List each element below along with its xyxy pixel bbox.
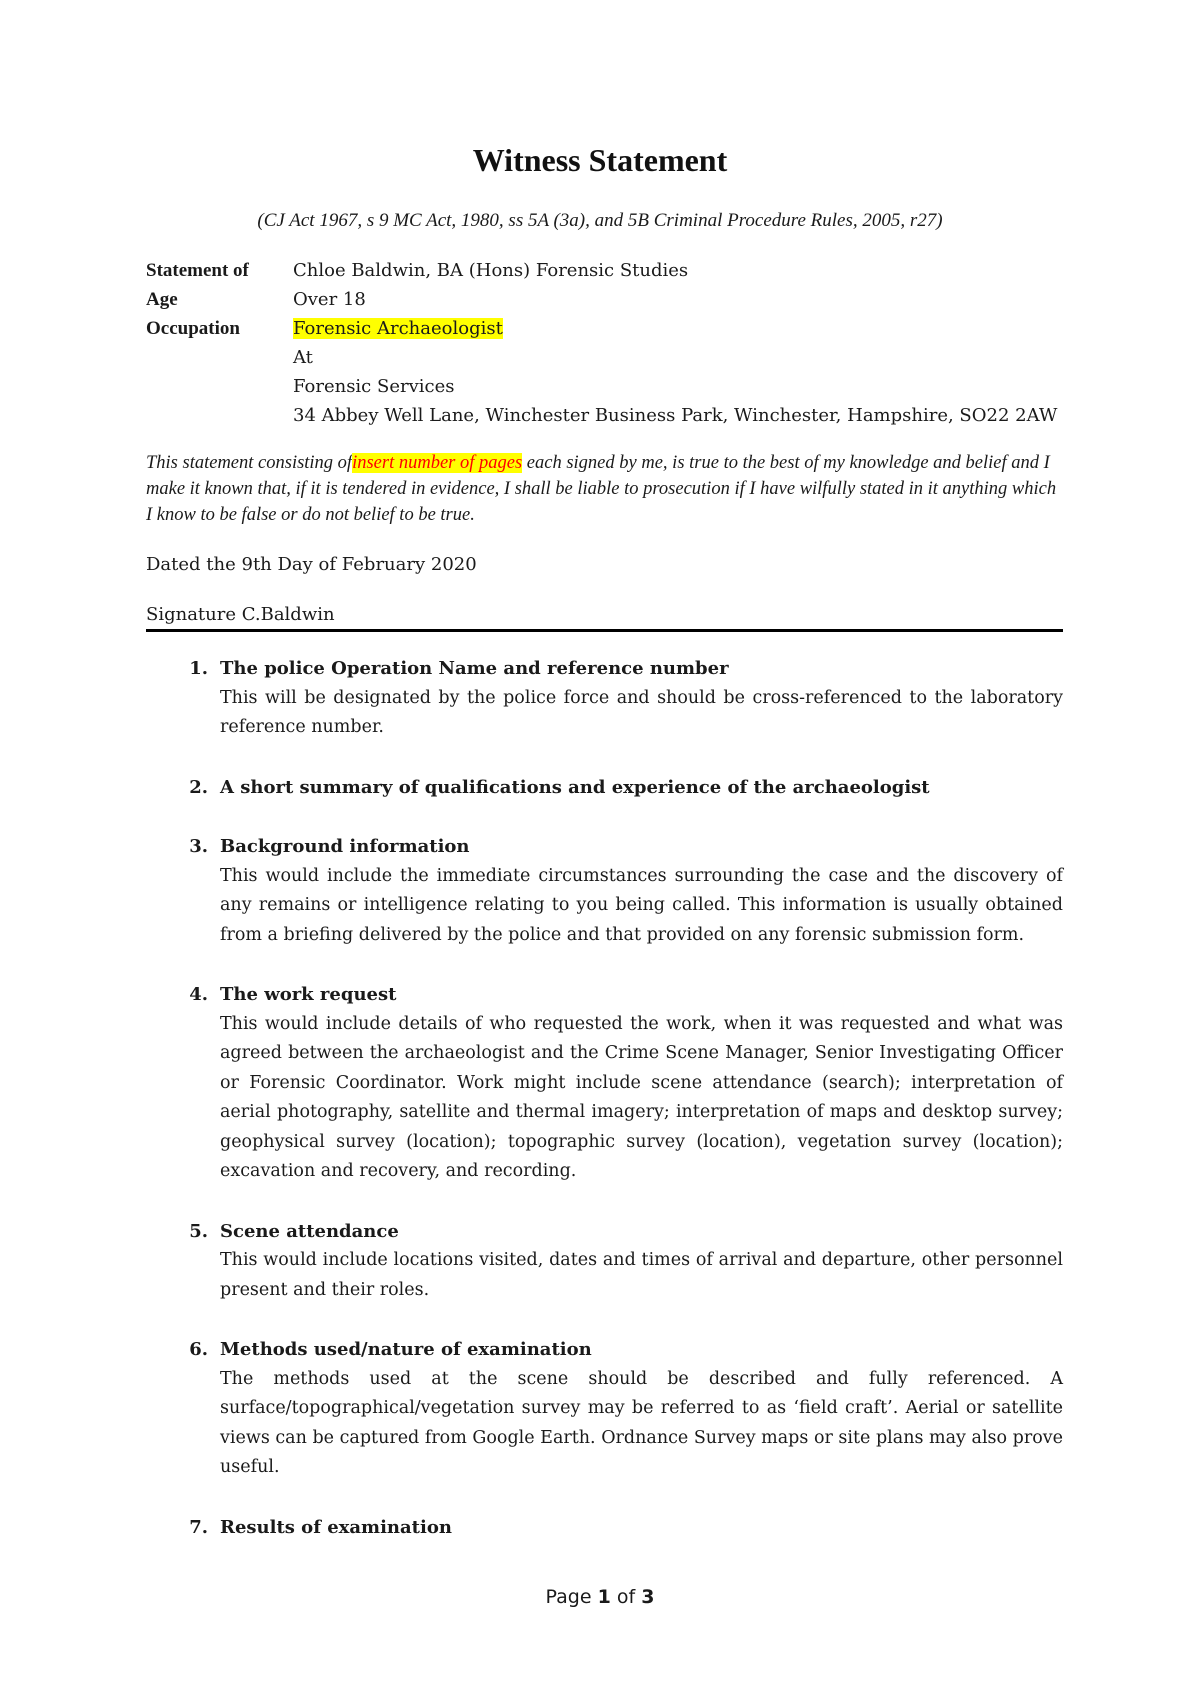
section-item bbox=[146, 654, 1063, 743]
occupation-label: Occupation bbox=[146, 318, 240, 339]
occupation-row bbox=[146, 314, 1057, 343]
page-word: Page bbox=[545, 1586, 592, 1608]
section-text: This would include the immediate circumstances surrounding the case and the discovery of any remains or intelligence relating to you being called. This information is usually obtained from a briefing delivered by the police and that provided on any forensic submission form. bbox=[220, 865, 1063, 945]
section-number: 2. bbox=[189, 776, 208, 798]
declaration-paragraph bbox=[146, 450, 1066, 528]
section-text: This will be designated by the police force and should be cross-referenced to the laboratory reference number. bbox=[220, 687, 1063, 737]
signature-line: Signature C.Baldwin bbox=[146, 604, 335, 625]
section-heading: Results of examination bbox=[220, 1516, 452, 1538]
page-total: 3 bbox=[641, 1586, 655, 1608]
section-item bbox=[146, 1217, 1063, 1306]
address-row bbox=[146, 401, 1057, 430]
section-text: This would include details of who requested the work, when it was requested and what was agreed between the archaeologist and the Crime Scene Manager, Senior Investigating Officer or Forensic Coordinator. Work might include scene attendance (search); interpretation of aerial photography, satellite and thermal imagery; interpretation of maps and desktop survey; geophysical survey (location); topographic survey (location), vegetation survey (location); excavation and recovery, and recording. bbox=[220, 1013, 1063, 1181]
legal-reference-subtitle: (CJ Act 1967, s 9 MC Act, 1980, ss 5A (3a), and 5B Criminal Procedure Rules, 2005, r27) bbox=[257, 210, 943, 231]
at-text: At bbox=[293, 347, 313, 368]
statement-of-row bbox=[146, 256, 1057, 285]
of-word: of bbox=[616, 1586, 636, 1608]
age-row bbox=[146, 285, 1057, 314]
section-number: 7. bbox=[189, 1516, 208, 1538]
age-label: Age bbox=[146, 289, 178, 310]
witness-details bbox=[146, 256, 1057, 430]
employer-row bbox=[146, 372, 1057, 401]
section-heading: Scene attendance bbox=[220, 1220, 399, 1242]
declaration-text-end: each signed by me, is true to the best of my knowledge and belief and I make it known that, if it is tendered in evidence, I shall be liable to prosecution if I have wilfully stated in it anything which I know to be false or do not belief to be true. bbox=[146, 453, 1057, 525]
age-value: Over 18 bbox=[293, 289, 366, 310]
page-footer bbox=[0, 1586, 1200, 1608]
section-heading: A short summary of qualifications and experience of the archaeologist bbox=[220, 776, 930, 798]
statement-of-label: Statement of bbox=[146, 260, 249, 281]
section-number: 5. bbox=[189, 1220, 208, 1242]
occupation-value: Forensic Archaeologist bbox=[293, 318, 503, 339]
section-number: 6. bbox=[189, 1339, 208, 1360]
document-title: Witness Statement bbox=[472, 142, 728, 178]
divider bbox=[146, 629, 1063, 632]
declaration-text-start: This statement consisting of bbox=[146, 453, 353, 473]
section-item bbox=[146, 773, 1063, 803]
section-heading: The police Operation Name and reference number bbox=[220, 658, 729, 679]
section-number: 1. bbox=[189, 658, 208, 679]
section-item bbox=[146, 1335, 1063, 1483]
section-heading: The work request bbox=[220, 984, 397, 1005]
section-text: This would include locations visited, dates and times of arrival and departure, other personnel present and their roles. bbox=[220, 1250, 1063, 1300]
section-heading: Background information bbox=[220, 836, 470, 857]
section-item bbox=[146, 980, 1063, 1187]
statement-of-value: Chloe Baldwin, BA (Hons) Forensic Studies bbox=[293, 260, 689, 281]
section-number: 4. bbox=[189, 984, 208, 1005]
section-number: 3. bbox=[189, 836, 208, 857]
employer-address: 34 Abbey Well Lane, Winchester Business Park, Winchester, Hampshire, SO22 2AW bbox=[293, 405, 1058, 426]
section-text: The methods used at the scene should be described and fully referenced. A surface/topographical/vegetation survey may be referred to as ‘field craft’. Aerial or satellite views can be captured from Google Earth. Ordnance Survey maps or site plans may also prove useful. bbox=[220, 1368, 1063, 1477]
section-item bbox=[146, 1513, 1063, 1543]
page-count-placeholder: insert number of pages bbox=[352, 453, 523, 473]
employer-name: Forensic Services bbox=[293, 376, 455, 397]
date-line: Dated the 9th Day of February 2020 bbox=[146, 554, 477, 575]
at-row bbox=[146, 343, 1057, 372]
section-item bbox=[146, 832, 1063, 950]
page-number: 1 bbox=[597, 1586, 611, 1608]
section-list bbox=[146, 654, 1063, 1572]
section-heading: Methods used/nature of examination bbox=[220, 1339, 592, 1360]
